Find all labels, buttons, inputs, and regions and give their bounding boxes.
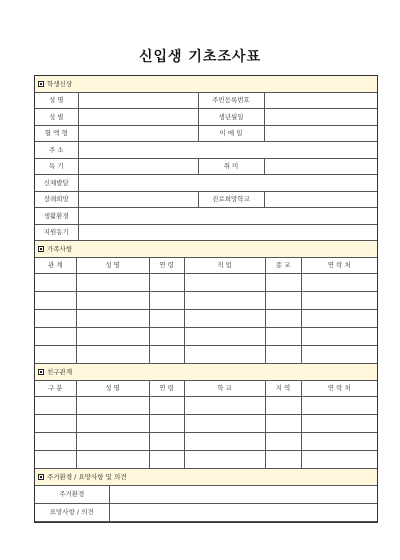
student-info-table xyxy=(35,76,377,241)
table-cell[interactable] xyxy=(265,274,301,292)
table-cell[interactable] xyxy=(149,415,184,433)
table-cell[interactable] xyxy=(184,274,265,292)
column-header: 연 령 xyxy=(149,380,184,397)
form-row-requests xyxy=(35,503,377,521)
label-future-hope: 장래희망 xyxy=(35,191,78,208)
table-cell[interactable] xyxy=(35,292,76,310)
table-cell[interactable] xyxy=(35,415,76,433)
table-cell[interactable] xyxy=(35,433,76,451)
label-target-school: 진로희망학교 xyxy=(198,191,264,208)
section-heading-family xyxy=(35,241,377,257)
column-header: 성 명 xyxy=(76,257,149,274)
column-header: 구 분 xyxy=(35,380,76,397)
table-cell[interactable] xyxy=(265,451,301,469)
field-motivation[interactable] xyxy=(78,224,377,241)
section-title: 주거환경 / 요망사항 및 의견 xyxy=(47,472,127,481)
form-row-future xyxy=(35,191,377,208)
label-name: 성 명 xyxy=(35,92,78,109)
field-name[interactable] xyxy=(78,92,198,109)
friends-table xyxy=(35,364,377,469)
environment-table xyxy=(35,469,377,522)
table-cell[interactable] xyxy=(76,292,149,310)
section-header-row xyxy=(35,241,377,257)
table-cell[interactable] xyxy=(184,292,265,310)
table-cell[interactable] xyxy=(184,328,265,346)
field-email[interactable] xyxy=(264,125,377,142)
table-row xyxy=(35,328,377,346)
table-cell[interactable] xyxy=(301,328,377,346)
table-cell[interactable] xyxy=(76,451,149,469)
table-cell[interactable] xyxy=(35,310,76,328)
label-email: 이 메 일 xyxy=(198,125,264,142)
square-bullet-icon xyxy=(38,474,44,480)
table-row xyxy=(35,310,377,328)
survey-form xyxy=(34,75,378,523)
field-target-school[interactable] xyxy=(264,191,377,208)
table-cell[interactable] xyxy=(265,433,301,451)
column-header: 종 교 xyxy=(265,257,301,274)
field-housing[interactable] xyxy=(109,485,377,503)
column-header: 지 역 xyxy=(265,380,301,397)
table-cell[interactable] xyxy=(76,433,149,451)
table-cell[interactable] xyxy=(301,274,377,292)
label-address: 주 소 xyxy=(35,142,78,159)
table-cell[interactable] xyxy=(35,451,76,469)
column-header: 직 업 xyxy=(184,257,265,274)
field-future-hope[interactable] xyxy=(78,191,198,208)
table-cell[interactable] xyxy=(76,397,149,415)
label-living-environment: 생활환경 xyxy=(35,208,78,225)
form-row-housing xyxy=(35,485,377,503)
table-row xyxy=(35,397,377,415)
column-header: 연 락 처 xyxy=(301,380,377,397)
table-cell[interactable] xyxy=(184,415,265,433)
section-title: 친구관계 xyxy=(47,367,73,376)
page-title: 신입생 기초조사표 xyxy=(138,49,262,65)
table-cell[interactable] xyxy=(265,397,301,415)
table-cell[interactable] xyxy=(301,310,377,328)
table-cell[interactable] xyxy=(184,346,265,364)
section-heading-environment xyxy=(35,469,377,485)
section-header-row xyxy=(35,76,377,92)
table-cell[interactable] xyxy=(76,346,149,364)
table-cell[interactable] xyxy=(265,310,301,328)
form-row-physical xyxy=(35,175,377,192)
section-header-row xyxy=(35,364,377,380)
table-row xyxy=(35,451,377,469)
label-talent: 특 기 xyxy=(35,158,78,175)
table-cell[interactable] xyxy=(76,415,149,433)
section-heading-friends xyxy=(35,364,377,380)
section-title: 학생신상 xyxy=(47,79,73,88)
table-cell[interactable] xyxy=(149,451,184,469)
table-cell[interactable] xyxy=(301,415,377,433)
table-cell[interactable] xyxy=(301,292,377,310)
table-cell[interactable] xyxy=(76,310,149,328)
field-address[interactable] xyxy=(78,142,377,159)
form-row-name xyxy=(35,92,377,109)
table-row xyxy=(35,415,377,433)
table-cell[interactable] xyxy=(149,310,184,328)
table-cell[interactable] xyxy=(301,451,377,469)
field-hobby[interactable] xyxy=(264,158,377,175)
section-heading-student xyxy=(35,76,377,92)
column-header: 연 락 처 xyxy=(301,257,377,274)
section-title: 가족사항 xyxy=(47,244,73,253)
table-header-row xyxy=(35,380,377,397)
table-cell[interactable] xyxy=(184,397,265,415)
field-blood-type[interactable] xyxy=(78,125,198,142)
label-housing: 주거환경 xyxy=(35,485,109,503)
field-living-environment[interactable] xyxy=(78,208,377,225)
label-hobby: 취 미 xyxy=(198,158,264,175)
form-row-talent xyxy=(35,158,377,175)
table-cell[interactable] xyxy=(35,328,76,346)
table-cell[interactable] xyxy=(184,433,265,451)
table-cell[interactable] xyxy=(35,397,76,415)
table-cell[interactable] xyxy=(265,292,301,310)
form-row-environment xyxy=(35,208,377,225)
form-row-gender xyxy=(35,109,377,126)
label-physical: 신체발달 xyxy=(35,175,78,192)
label-gender: 성 별 xyxy=(35,109,78,126)
table-cell[interactable] xyxy=(265,415,301,433)
table-row xyxy=(35,292,377,310)
label-blood-type: 혈 액 형 xyxy=(35,125,78,142)
table-cell[interactable] xyxy=(301,346,377,364)
table-cell[interactable] xyxy=(149,292,184,310)
table-cell[interactable] xyxy=(184,310,265,328)
field-gender[interactable] xyxy=(78,109,198,126)
field-physical[interactable] xyxy=(78,175,377,192)
label-motivation: 지원동기 xyxy=(35,224,78,241)
column-header: 연 령 xyxy=(149,257,184,274)
label-birthdate: 생년월일 xyxy=(198,109,264,126)
square-bullet-icon xyxy=(38,81,44,87)
table-cell[interactable] xyxy=(76,328,149,346)
table-cell[interactable] xyxy=(35,346,76,364)
table-cell[interactable] xyxy=(265,346,301,364)
table-cell[interactable] xyxy=(35,274,76,292)
section-header-row xyxy=(35,469,377,485)
table-cell[interactable] xyxy=(149,433,184,451)
field-birthdate[interactable] xyxy=(264,109,377,126)
family-table xyxy=(35,241,377,364)
form-row-blood-type xyxy=(35,125,377,142)
table-row xyxy=(35,433,377,451)
table-cell[interactable] xyxy=(149,328,184,346)
form-row-motivation xyxy=(35,224,377,241)
square-bullet-icon xyxy=(38,369,44,375)
table-row xyxy=(35,274,377,292)
table-cell[interactable] xyxy=(301,397,377,415)
field-requests[interactable] xyxy=(109,503,377,521)
column-header: 관 계 xyxy=(35,257,76,274)
form-row-address xyxy=(35,142,377,159)
field-resident-number[interactable] xyxy=(264,92,377,109)
table-row xyxy=(35,346,377,364)
table-cell[interactable] xyxy=(149,346,184,364)
label-requests: 요망사항 / 의견 xyxy=(35,503,109,521)
table-cell[interactable] xyxy=(184,451,265,469)
label-resident-number: 주민등록번호 xyxy=(198,92,264,109)
table-cell[interactable] xyxy=(149,274,184,292)
column-header: 성 명 xyxy=(76,380,149,397)
field-talent[interactable] xyxy=(78,158,198,175)
column-header: 학 교 xyxy=(184,380,265,397)
table-cell[interactable] xyxy=(149,397,184,415)
table-cell[interactable] xyxy=(76,274,149,292)
table-cell[interactable] xyxy=(301,433,377,451)
square-bullet-icon xyxy=(38,246,44,252)
table-cell[interactable] xyxy=(265,328,301,346)
table-header-row xyxy=(35,257,377,274)
